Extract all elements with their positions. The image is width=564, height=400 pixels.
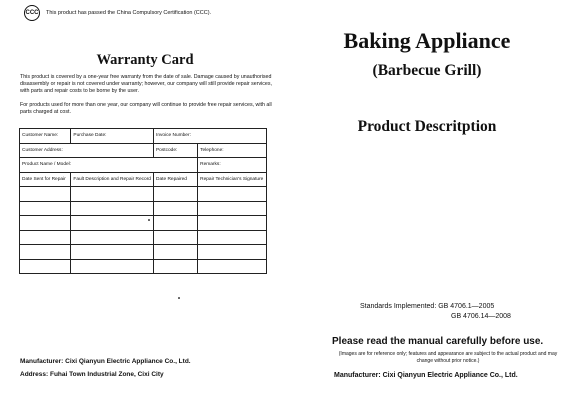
blank-cell (198, 259, 267, 274)
table-row (20, 201, 267, 216)
blank-cell (153, 259, 197, 274)
manufacturer-line: Manufacturer: Cixi Qianyun Electric Appliance Co., Ltd. (334, 372, 518, 379)
print-speck (148, 219, 150, 221)
table-row (20, 187, 267, 202)
standards-line-1: Standards Implemented: GB 4706.1—2005 (360, 303, 495, 310)
blank-cell (20, 201, 71, 216)
product-subtitle: (Barbecue Grill) (372, 62, 482, 79)
telephone-cell: Telephone: (198, 143, 267, 158)
address-line: Address: Fuhai Town Industrial Zone, Cixi City (20, 371, 164, 378)
table-row (20, 245, 267, 260)
blank-cell (198, 245, 267, 260)
table-row (20, 129, 267, 144)
blank-cell (20, 187, 71, 202)
blank-cell (20, 245, 71, 260)
column-header: Date Repaired (153, 172, 197, 187)
blank-cell (198, 230, 267, 245)
table-row (20, 143, 267, 158)
product-model-cell: Product Name / Model: (20, 158, 198, 173)
blank-cell (153, 187, 197, 202)
postcode-cell: Postcode: (153, 143, 197, 158)
column-header: Date Sent for Repair (20, 172, 71, 187)
purchase-date-cell: Purchase Date: (71, 129, 154, 144)
ccc-notice-text: This product has passed the China Compulsory Certification (CCC). (46, 10, 212, 16)
manufacturer-line: Manufacturer: Cixi Qianyun Electric Appliance Co., Ltd. (20, 358, 191, 365)
read-manual-notice: Please read the manual carefully before use. (332, 336, 544, 347)
standards-line-2: GB 4706.14—2008 (451, 313, 511, 320)
blank-cell (71, 187, 154, 202)
table-row (20, 216, 267, 231)
warranty-table (19, 128, 267, 274)
customer-name-cell: Customer Name: (20, 129, 71, 144)
blank-cell (71, 259, 154, 274)
invoice-number-cell: Invoice Number: (153, 129, 266, 144)
blank-cell (198, 216, 267, 231)
blank-cell (20, 259, 71, 274)
blank-cell (153, 201, 197, 216)
blank-cell (71, 245, 154, 260)
blank-cell (20, 216, 71, 231)
reference-note: (Images are for reference only; features and appearance are subject to the actual product and may change without prior notice.) (338, 351, 558, 364)
column-header: Repair Technician's Signature (198, 172, 267, 187)
warranty-paragraph-1: This product is covered by a one-year free warranty from the date of sale. Damage caused by unauthorised disassembly or repair is not covered under warranty; however, our company will still provide repair services, with parts and repair costs to be borne by the user. (20, 74, 273, 94)
product-description-page (290, 0, 564, 400)
table-row (20, 230, 267, 245)
ccc-logo-icon: CCC (24, 5, 40, 21)
blank-cell (20, 230, 71, 245)
blank-cell (153, 245, 197, 260)
table-row (20, 158, 267, 173)
blank-cell (71, 201, 154, 216)
description-heading: Product Descritption (357, 118, 497, 135)
blank-cell (153, 216, 197, 231)
customer-address-cell: Customer Address: (20, 143, 154, 158)
blank-cell (198, 187, 267, 202)
warranty-paragraph-2: For products used for more than one year, our company will continue to provide free repair services, with all parts charged at cost. (20, 102, 272, 115)
blank-cell (71, 216, 154, 231)
product-title: Baking Appliance (343, 28, 511, 53)
blank-cell (71, 230, 154, 245)
blank-cell (198, 201, 267, 216)
warranty-card-title: Warranty Card (96, 52, 194, 68)
table-row (20, 259, 267, 274)
ccc-notice (24, 5, 211, 21)
table-header-row (20, 172, 267, 187)
blank-cell (153, 230, 197, 245)
remarks-cell: Remarks: (198, 158, 267, 173)
print-speck (178, 297, 180, 299)
column-header: Fault Description and Repair Record (71, 172, 154, 187)
